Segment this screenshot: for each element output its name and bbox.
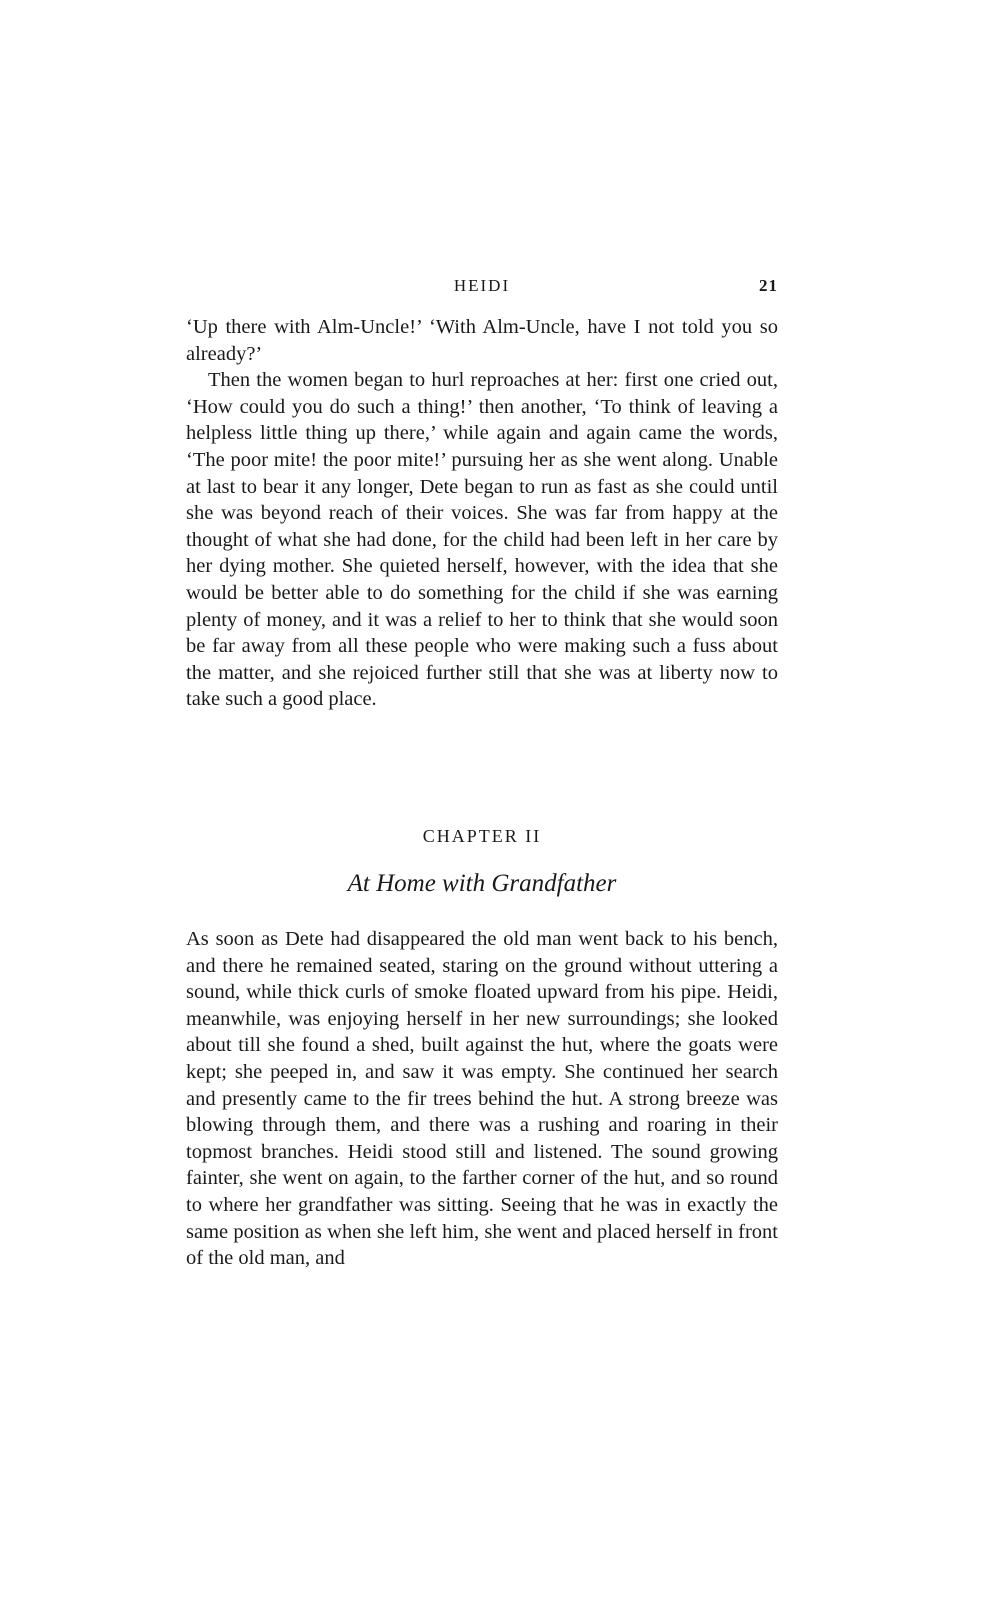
running-head [186, 276, 778, 300]
text-section-2 [186, 926, 778, 1272]
text-section-1 [186, 314, 778, 713]
page-number: 21 [759, 276, 778, 295]
chapter-title: At Home with Grandfather [347, 870, 617, 897]
paragraph: Then the women began to hurl reproaches at her: first one cried out, ‘How could you do such a thing!’ then another, ‘To think of leaving a helpless little thing up there,’ while again and again came the words, ‘The poor mite! the poor mite!’ pursuing her as she went along. Unable at last to bear it any longer, Dete began to run as fast as she could until she was beyond reach of their voices. She was far from happy at the thought of what she had done, for the child had been left in her care by her dying mother. She quieted herself, however, with the idea that she would be better able to do something for the child if she was earning plenty of money, and it was a relief to her to think that she would soon be far away from all these people who were making such a fuss about the matter, and she rejoiced further still that she was at liberty now to take such a good place. [186, 369, 778, 711]
chapter-number: CHAPTER II [422, 826, 542, 846]
running-title: HEIDI [453, 276, 511, 295]
paragraph: As soon as Dete had disappeared the old man went back to his bench, and there he remained seated, staring on the ground without uttering a sound, while thick curls of smoke floated upward from his pipe. Heidi, meanwhile, was enjoying herself in her new surroundings; she looked about till she found a shed, built against the hut, where the goats were kept; she peeped in, and saw it was empty. She continued her search and presently came to the fir trees behind the hut. A strong breeze was blowing through them, and there was a rushing and roaring in their topmost branches. Heidi stood still and listened. The sound growing fainter, she went on again, to the farther corner of the hut, and so round to where her grandfather was sitting. Seeing that he was in exactly the same position as when she left him, she went and placed herself in front of the old man, and [186, 928, 778, 1270]
paragraph: ‘Up there with Alm-Uncle!’ ‘With Alm-Uncle, have I not told you so already?’ [186, 316, 778, 365]
